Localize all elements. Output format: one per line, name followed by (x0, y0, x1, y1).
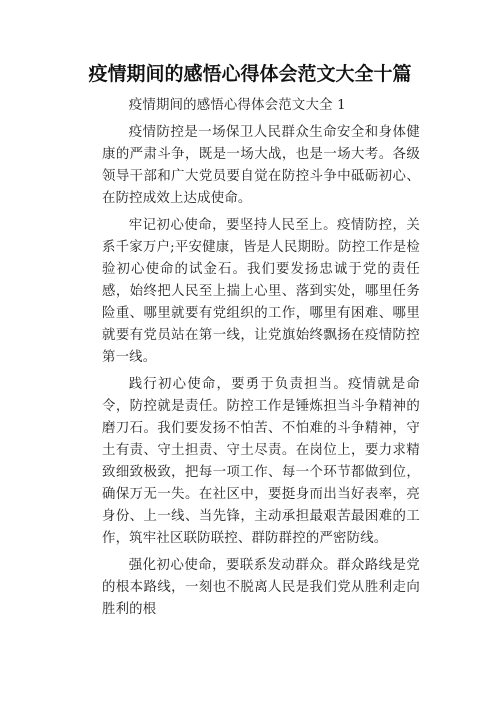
document-subtitle: 疫情期间的感悟心得体会范文大全 1 (128, 98, 346, 113)
paragraph: 疫情防控是一场保卫人民群众生命安全和身体健康的严肃斗争，既是一场大战，也是一场大考。各级领导干部和广大党员要自觉在防控斗争中砥砺初心、在防控成效上达成使命。 (102, 125, 420, 206)
document-body (102, 95, 420, 626)
paragraph: 强化初心使命，要联系发动群众。群众路线是党的根本路线，一刻也不脱离人民是我们党从胜利走向胜利的根 (102, 558, 420, 617)
document-title: 疫情期间的感悟心得体会范文大全十篇 (88, 63, 412, 85)
paragraph: 践行初心使命，要勇于负责担当。疫情就是命令，防控就是责任。防控工作是锤炼担当斗争精神的磨刀石。我们要发扬不怕苦、不怕难的斗争精神，守土有责、守土担责、守土尽责。在岗位上，要力求精致细致极致，把每一项工作、每一个环节都做到位，确保万无一失。在社区中，要挺身而出当好表率，亮身份、上一线、当先锋，主动承担最艰苦最困难的工作，筑牢社区联防联控、群防群控的严密防线。 (102, 377, 420, 546)
paragraph: 牢记初心使命，要坚持人民至上。疫情防控，关系千家万户;平安健康，皆是人民期盼。防控工作是检验初心使命的试金石。我们要发扬忠诚于党的责任感，始终把人民至上揣上心里、落到实处，哪里任务险重、哪里就要有党组织的工作，哪里有困难、哪里就要有党员站在第一线，让党旗始终飘扬在疫情防控第一线。 (102, 218, 420, 365)
